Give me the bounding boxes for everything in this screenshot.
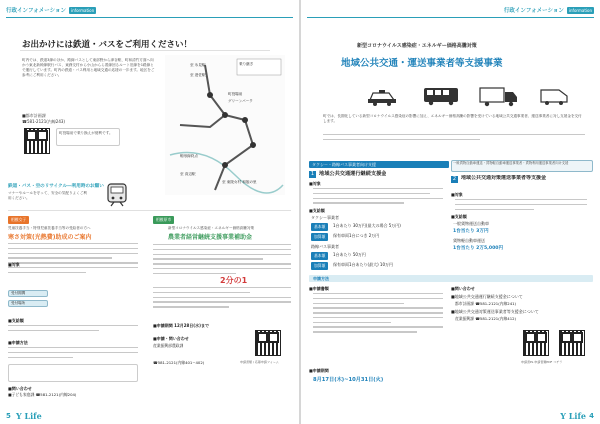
- magazine-logo-left: Y Life: [16, 411, 42, 421]
- apply-tab: 申請方法: [313, 276, 329, 281]
- news2-deadline: ■申請期間 12月28日(水)まで: [153, 323, 209, 328]
- taxi-row1-key: 基本額: [311, 223, 328, 231]
- s2-amount: ■支給額: [451, 214, 467, 219]
- header-section-en: information: [71, 7, 95, 13]
- map-station-3: 至 遊佐駅: [190, 73, 206, 77]
- header-rule-right: [307, 17, 594, 18]
- s2-title: 地域公共交通対策運送事業者等支援金: [461, 175, 547, 181]
- qr-code-right-2[interactable]: [559, 330, 585, 356]
- intro-text: 町内では、鉄道3線のほか、路線バスとして東部野から津谷駅、町和清竹方面へ向かう東北新幹線駅行バス、東務交村から小山からら着線回るルート旧線を1路線とで運行しています。町内の鉄道・バス利用と地域交通の応援の一歩ます。地区をご参考にご利用ください。: [22, 58, 155, 77]
- bus-row1-key: 基本額: [311, 252, 328, 260]
- taxi-row2-val: 保有車両1台につき 2万円: [333, 233, 380, 238]
- map-station-2: 乗り継ぎ: [239, 62, 254, 66]
- taxi-row1-val: 1台あたり 30万円(最大の場合 5万円): [333, 223, 401, 228]
- right-intro-lines: [323, 134, 585, 144]
- tab1-label: タクシー・路線バス事業者向け支援: [312, 162, 376, 167]
- taxi-label: タクシー事業者: [311, 215, 339, 220]
- apply-docs: ■申請書類: [309, 286, 329, 291]
- news1-form-box: [8, 364, 138, 382]
- station-dot-2: [222, 112, 228, 118]
- news1-item-contact: ■問い合わせ: [8, 386, 32, 391]
- qr-code-right-1[interactable]: [523, 330, 549, 356]
- map-note: 町役場前で乗り換えが便利です。: [59, 131, 113, 135]
- news2-body-2: [153, 287, 291, 311]
- news1-box-period-label: 受付期間: [11, 291, 26, 295]
- map-station-8: 至 東陵女村 和姫の里: [222, 180, 257, 184]
- news1-title: 寒さ対策(光熱費)助成のご案内: [8, 234, 92, 241]
- header-section-jp-right: 行政インフォメーション: [503, 8, 564, 14]
- right-header: [504, 5, 594, 15]
- contact2: ■地域公共交通対策運送事業者等支援金について: [451, 309, 539, 314]
- contact-tab: ■問い合わせ: [451, 286, 475, 291]
- map-station-6: 駒形線終点: [180, 154, 198, 158]
- news1-amount-body: [8, 325, 138, 335]
- s2-target-lines: [455, 199, 587, 213]
- station-dot-5: [222, 162, 228, 168]
- s2-row2-val: 1台当たり 2万5,000円: [453, 246, 504, 251]
- bus-row1-val: 1台あたり 50万円: [333, 252, 366, 257]
- van-icon: [539, 86, 569, 106]
- right-page: [301, 0, 600, 424]
- left-page: [0, 0, 299, 424]
- bus-row2-key: 加算額: [311, 262, 328, 270]
- header-section-jp: 行政インフォメーション: [6, 8, 67, 14]
- news2-head: 新型コロナウイルス感染症・エネルギー価格高騰対策: [168, 226, 255, 230]
- apply-period: 8月17日(木)~10月31日(火): [313, 377, 384, 383]
- header-section-en-right: information: [568, 7, 592, 13]
- s1-number: 1: [310, 171, 315, 177]
- s1-amount: ■支給額: [309, 208, 325, 213]
- rail-section-title: 鉄道・バス・空のリサイクル―利用時のお願い: [8, 184, 104, 189]
- qr-code-news2[interactable]: [255, 330, 281, 356]
- news2-contact: ■申請・問い合わせ: [153, 336, 189, 341]
- qr-code-left-top[interactable]: [24, 128, 50, 154]
- right-intro: 町では、長期化している新型コロナウイルス感染症の影響に加え、エネルギー価格高騰の影響を受けている地域公共交通事業者、運送事業者に対し支援金を交付します。: [323, 114, 582, 123]
- news2-dept: 産業振興部農政課: [153, 343, 184, 348]
- s2-row2-key: 貨物軽自動車運送: [453, 238, 485, 243]
- news1-item-method: ■申請方法: [8, 340, 28, 345]
- news1-tag: 相模女子: [8, 216, 29, 224]
- bus-label: 路線バス事業者: [311, 244, 339, 249]
- news2-title: 農業者経営継続支援事業補助金: [168, 234, 253, 241]
- bus-row2-val: 保有車両1台あたり(最大) 10万円: [333, 262, 394, 267]
- news2-tel: ☎581-2121(内線401~402): [153, 360, 205, 365]
- station-dot-3: [242, 117, 248, 123]
- header-rule: [6, 17, 293, 18]
- news2-body: [153, 244, 291, 277]
- contact1: ■地域公共交通運行継続支援金について: [451, 294, 523, 299]
- map-station-1: 至 氷見駅: [190, 63, 206, 67]
- rail-section-text: マナーやルールを守って、安全の気配りよくご利用ください。: [8, 191, 87, 200]
- bus-icon: [423, 86, 459, 106]
- news1-sub: 児童扶養手当・特別児童扶養手当等の受給者の方へ: [8, 226, 91, 230]
- contact-tel: ☎581-2121(内線243): [22, 119, 65, 124]
- news2-tag: 相模原市: [153, 216, 174, 224]
- right-kicker: 新型コロナウイルス感染症・エネルギー価格高騰対策: [357, 43, 477, 49]
- apply-bar: [309, 275, 593, 282]
- news2-qr-caption: 申請書類 / 応募申請フォーム: [240, 360, 279, 364]
- right-title: 地域公共交通・運送事業者等支援事業: [341, 58, 503, 69]
- station-dot-1: [207, 92, 213, 98]
- page-title: お出かけには鉄道・バスをご利用ください！: [22, 40, 193, 50]
- right-qr-caption: 申請書PL 申請書類PDF コチラ: [521, 360, 563, 364]
- news1-box-place-label: 受付場所: [11, 301, 26, 305]
- station-dot-4: [250, 142, 256, 148]
- contact2-tel: 産業振興課 ☎581-2121(内線412): [455, 316, 517, 321]
- news2-amount: 2分の1: [220, 276, 248, 285]
- s1-target-lines: [313, 188, 443, 207]
- contact1-tel: 都市計画課 ☎581-2121(内線241): [455, 301, 517, 306]
- left-header: [6, 5, 96, 15]
- s2-row1-val: 1台当たり 3万円: [453, 229, 489, 234]
- train-icon: [106, 182, 128, 208]
- magazine-logo-right: Y Life: [560, 411, 586, 421]
- taxi-row2-key: 加算額: [311, 233, 328, 241]
- s1-title: 地域公共交通運行継続支援金: [319, 171, 387, 177]
- page-number-left: 5: [6, 412, 11, 420]
- apply-docs-lines: [313, 293, 443, 336]
- title-underline: [20, 50, 270, 51]
- contact-label: ■都市計画課: [22, 113, 46, 118]
- s2-row1-key: 一般貨物運送自動車: [453, 221, 489, 226]
- map-station-4: 町役場前: [228, 92, 243, 96]
- news1-item-target: ■対象: [8, 262, 20, 267]
- s2-target: ■対象: [451, 192, 463, 197]
- news1-item-amount: ■支給額: [8, 318, 24, 323]
- truck-icon: [479, 86, 519, 108]
- apply-period-label: ■申請期間: [309, 368, 329, 373]
- news1-footer: ■子ども家庭課 ☎581-2121(内線204): [8, 392, 77, 397]
- map-station-5: グリーンパーク: [228, 99, 253, 103]
- tab2-label: 一般貨物自動車運送・貨物軽自動車運送事業者・貨物利用運送事業者向け支援: [453, 161, 569, 165]
- s1-target: ■対象: [309, 181, 321, 186]
- taxi-icon: [367, 88, 397, 106]
- news1-method-body: [8, 347, 138, 361]
- map-station-7: 至 高辺駅: [180, 172, 196, 176]
- rail-divider: [8, 210, 291, 211]
- news1-body: [8, 243, 138, 276]
- page-number-right: 4: [589, 412, 594, 420]
- s2-number: 2: [452, 176, 457, 182]
